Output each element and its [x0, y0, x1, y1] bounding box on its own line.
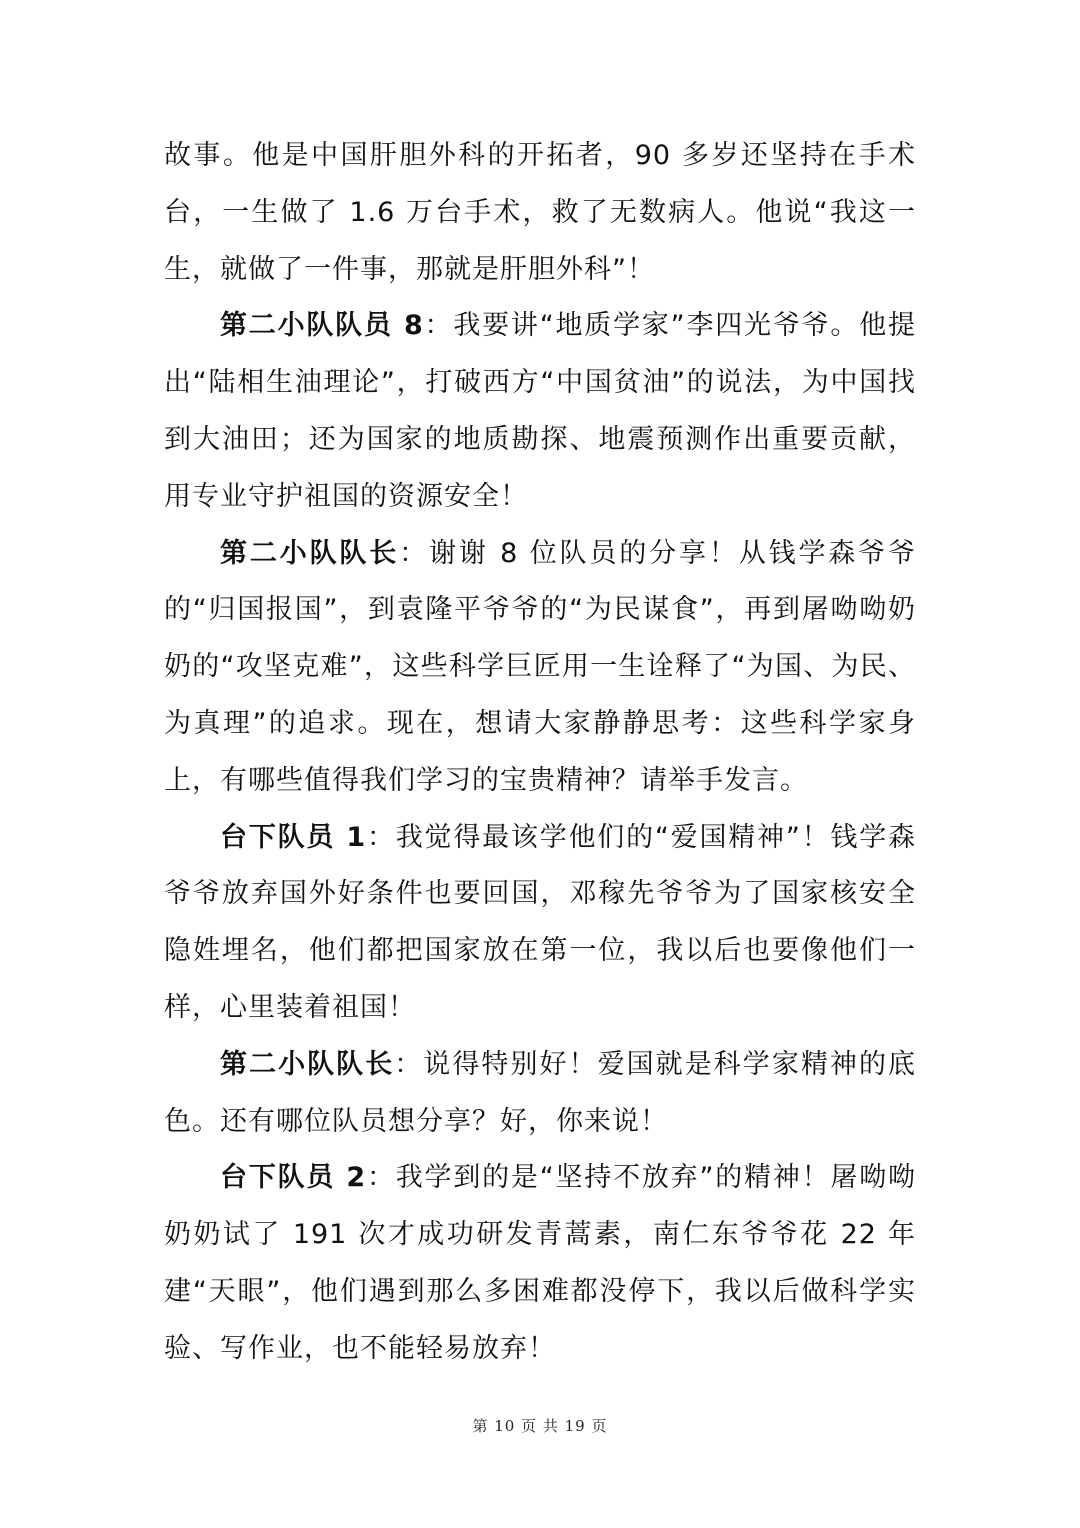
- paragraph-5: [164, 1037, 916, 1151]
- speaker-label: 台下队员 1: [220, 821, 367, 853]
- paragraph-text: ：谢谢 8 位队员的分享！从钱学森爷爷的“归国报国”，到袁隆平爷爷的“为民谋食”，再到屠呦呦奶奶的“攻坚克难”，这些科学巨匠用一生诠释了“为国、为民、为真理”的追求。现在，想请大家静静思考：这些科学家身上，有哪些值得我们学习的宝贵精神？请举手发言。: [164, 537, 917, 796]
- speaker-label: 第二小队队长: [220, 537, 400, 569]
- page-number-footer: 第 10 页 共 19 页: [472, 1417, 608, 1435]
- paragraph-text: 故事。他是中国肝胆外科的开拓者，90 多岁还坚持在手术台，一生做了 1.6 万台手术，救了无数病人。他说“我这一生，就做了一件事，那就是肝胆外科”！: [164, 140, 916, 285]
- document-body: [164, 128, 916, 1378]
- paragraph-1: [164, 128, 916, 298]
- speaker-label: 第二小队队长: [220, 1048, 395, 1080]
- paragraph-text: ：我要讲“地质学家”李四光爷爷。他提出“陆相生油理论”，打破西方“中国贫油”的说法，为中国找到大油田；还为国家的地质勘探、地震预测作出重要贡献，用专业守护祖国的资源安全！: [164, 310, 917, 512]
- paragraph-6: [164, 1150, 916, 1377]
- speaker-label: 第二小队队员 8: [220, 310, 424, 342]
- paragraph-text: ：说得特别好！爱国就是科学家精神的底色。还有哪位队员想分享？好，你来说！: [164, 1048, 917, 1137]
- speaker-label: 台下队员 2: [220, 1162, 367, 1194]
- paragraph-2: [164, 298, 916, 525]
- paragraph-text: ：我觉得最该学他们的“爱国精神”！钱学森爷爷放弃国外好条件也要回国，邓稼先爷爷为了国家核安全隐姓埋名，他们都把国家放在第一位，我以后也要像他们一样，心里装着祖国！: [164, 821, 916, 1023]
- paragraph-text: ：我学到的是“坚持不放弃”的精神！屠呦呦奶奶试了 191 次才成功研发青蒿素，南仁东爷爷花 22 年建“天眼”，他们遇到那么多困难都没停下，我以后做科学实验、写作业，也不能轻易放弃！: [164, 1162, 916, 1364]
- paragraph-3: [164, 526, 916, 810]
- paragraph-4: [164, 810, 916, 1037]
